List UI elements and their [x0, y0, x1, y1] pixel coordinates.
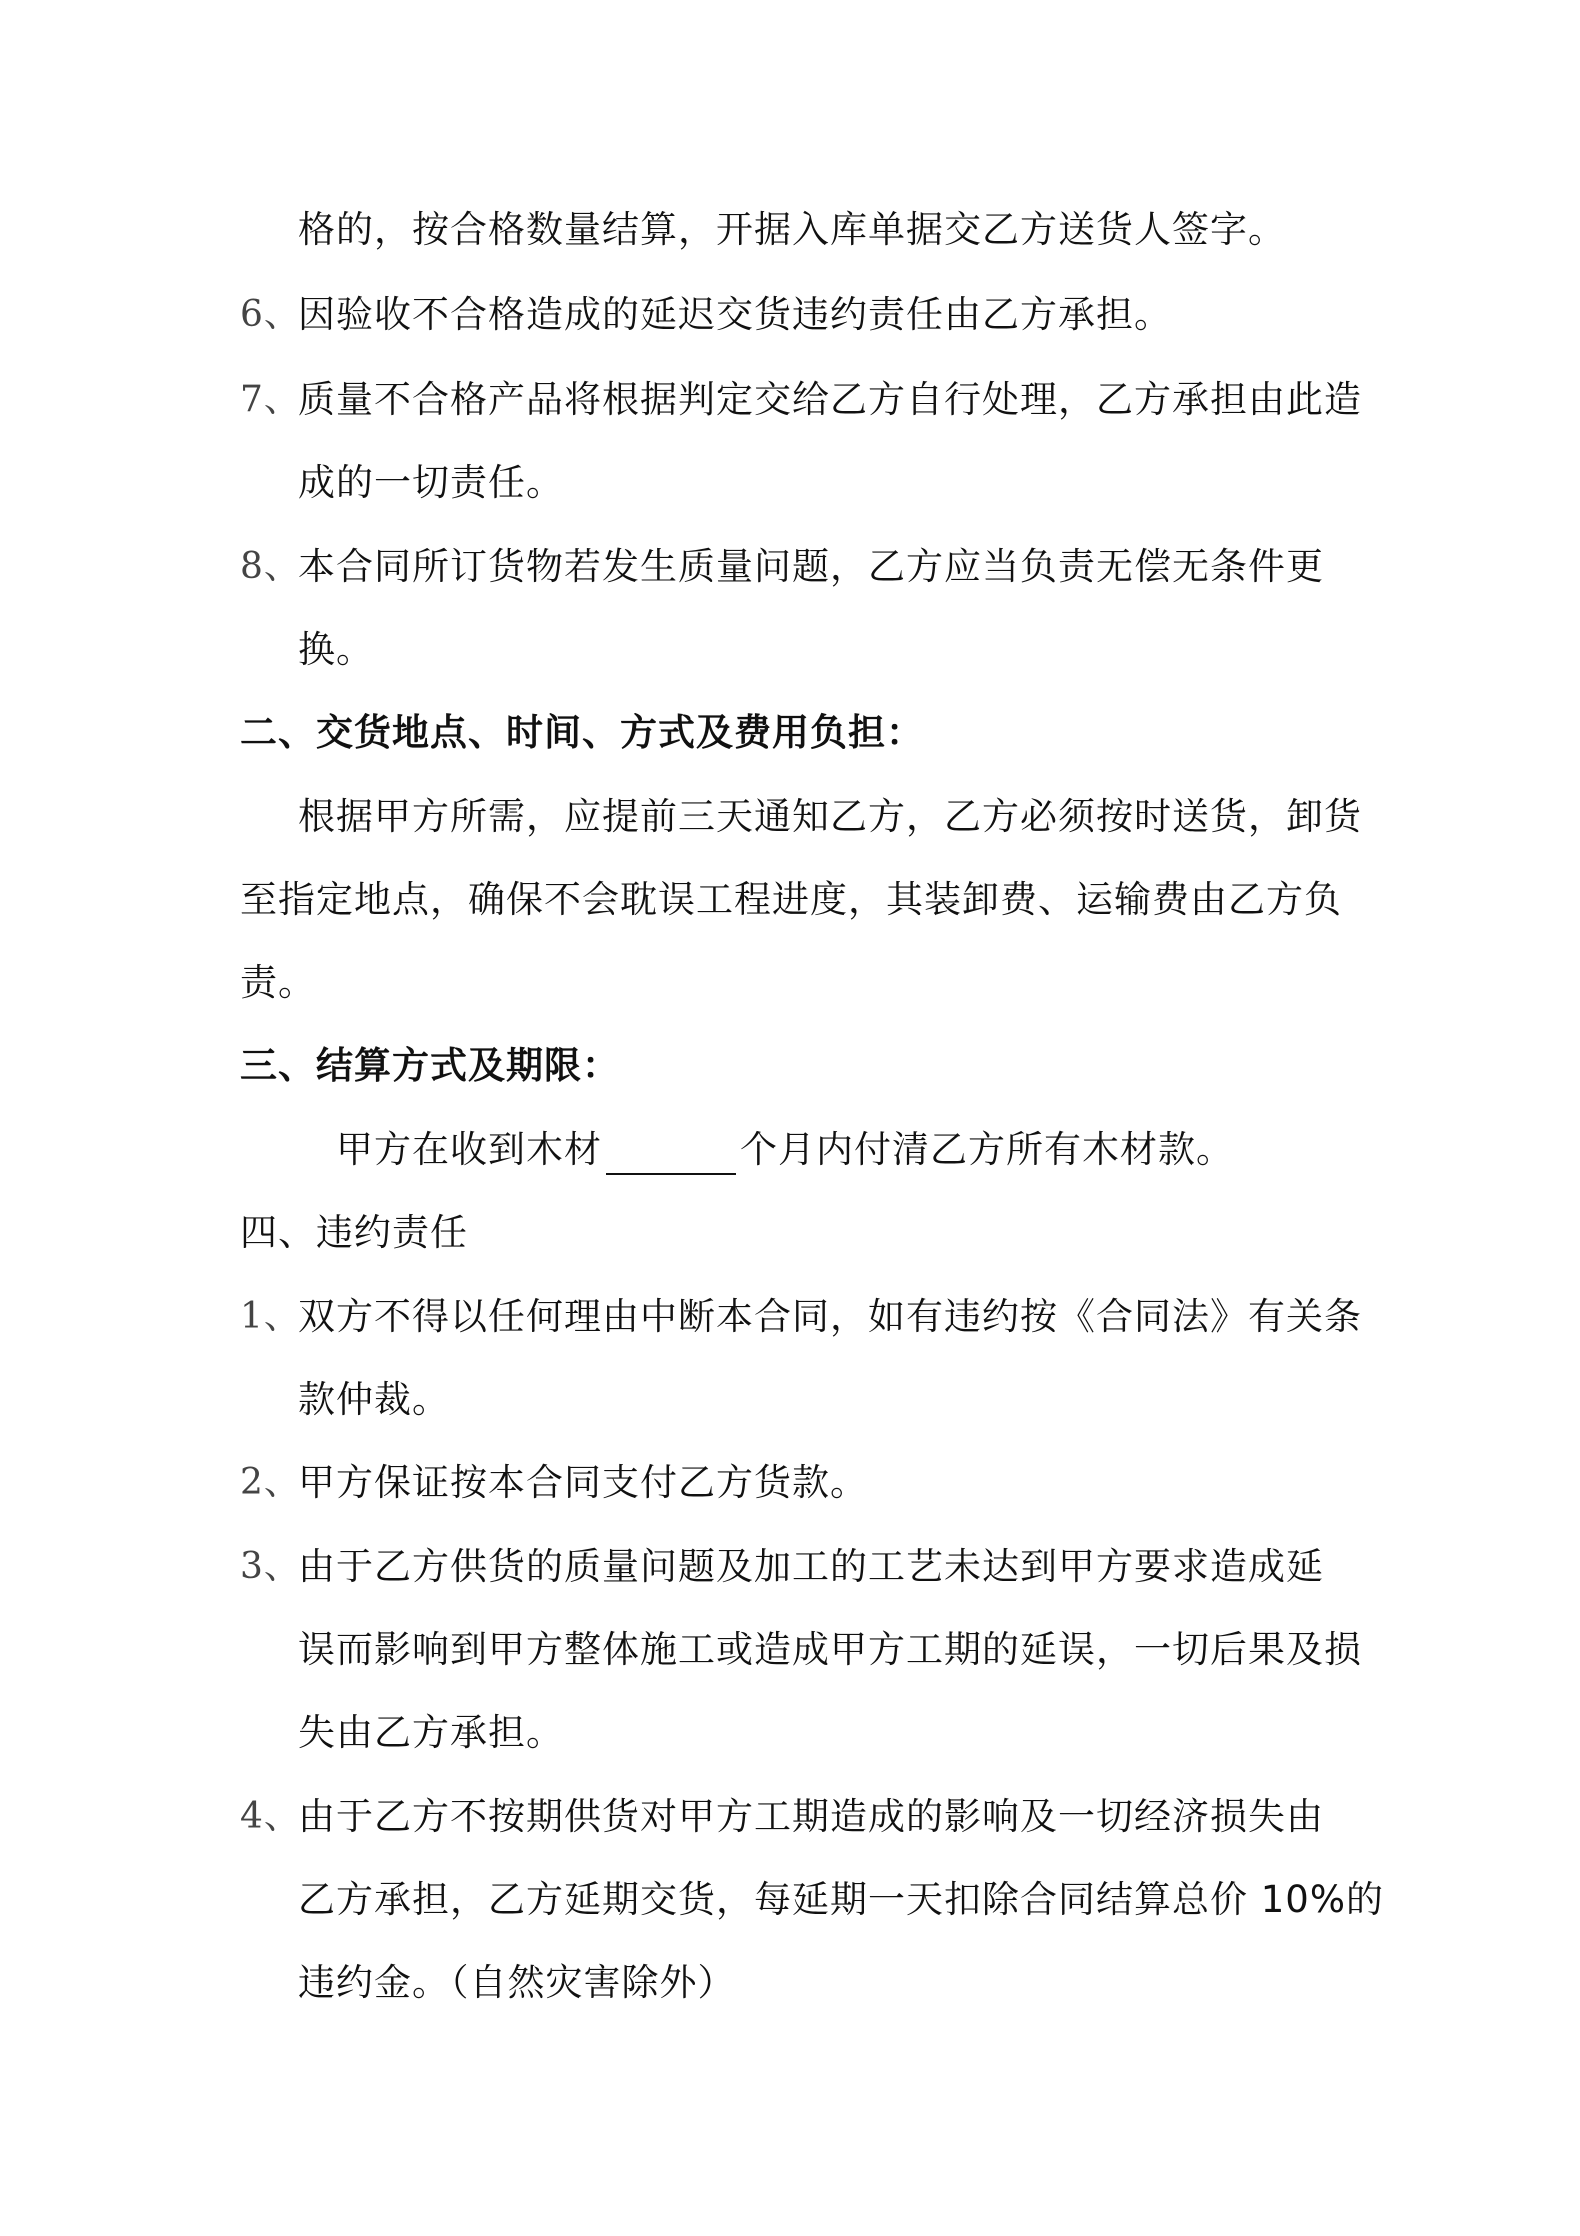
item-text: 成的一切责任。 — [298, 461, 564, 504]
heading-text: 二、交货地点、时间、方式及费用负担： — [240, 711, 924, 754]
item-text: 双方不得以任何理由中断本合同，如有违约按《合同法》有关条 — [298, 1295, 1362, 1338]
item-number: 3、 — [240, 1546, 301, 1587]
item-text: 违约金。（自然灾害除外） — [298, 1961, 736, 2004]
item-number: 6、 — [240, 294, 301, 335]
item-text: 本合同所订货物若发生质量问题，乙方应当负责无偿无条件更 — [298, 545, 1324, 588]
paragraph-text: 至指定地点，确保不会耽误工程进度，其装卸费、运输费由乙方负 — [240, 878, 1342, 921]
item-text: 误而影响到甲方整体施工或造成甲方工期的延误，一切后果及损 — [298, 1628, 1362, 1671]
paragraph-text: 根据甲方所需，应提前三天通知乙方，乙方必须按时送货，卸货 — [298, 795, 1362, 838]
payment-term-line — [336, 1125, 1234, 1175]
item-text: 款仲裁。 — [298, 1378, 450, 1421]
item-number: 4、 — [240, 1796, 301, 1837]
item-text: 失由乙方承担。 — [298, 1711, 564, 1754]
item-text: 质量不合格产品将根据判定交给乙方自行处理，乙方承担由此造 — [298, 378, 1362, 421]
item-text: 乙方承担，乙方延期交货，每延期一天扣除合同结算总价 10%的 — [298, 1878, 1384, 1921]
heading-text: 四、违约责任 — [240, 1211, 468, 1254]
item-text: 换。 — [298, 628, 374, 671]
item-text: 由于乙方不按期供货对甲方工期造成的影响及一切经济损失由 — [298, 1795, 1324, 1838]
blank-fill-line — [606, 1133, 736, 1175]
item-number: 1、 — [240, 1296, 301, 1337]
item-number: 2、 — [240, 1462, 301, 1503]
payment-term-text-b: 个月内付清乙方所有木材款。 — [740, 1128, 1234, 1171]
payment-term-text-a: 甲方在收到木材 — [336, 1128, 602, 1171]
item-text: 甲方保证按本合同支付乙方货款。 — [298, 1461, 868, 1504]
item-text: 因验收不合格造成的延迟交货违约责任由乙方承担。 — [298, 293, 1172, 336]
item-number: 7、 — [240, 379, 301, 420]
paragraph-text: 责。 — [240, 961, 316, 1004]
item-text: 由于乙方供货的质量问题及加工的工艺未达到甲方要求造成延 — [298, 1545, 1324, 1588]
heading-text: 三、结算方式及期限： — [240, 1044, 620, 1087]
item-number: 8、 — [240, 546, 301, 587]
paragraph-text: 格的，按合格数量结算，开据入库单据交乙方送货人签字。 — [298, 208, 1286, 251]
